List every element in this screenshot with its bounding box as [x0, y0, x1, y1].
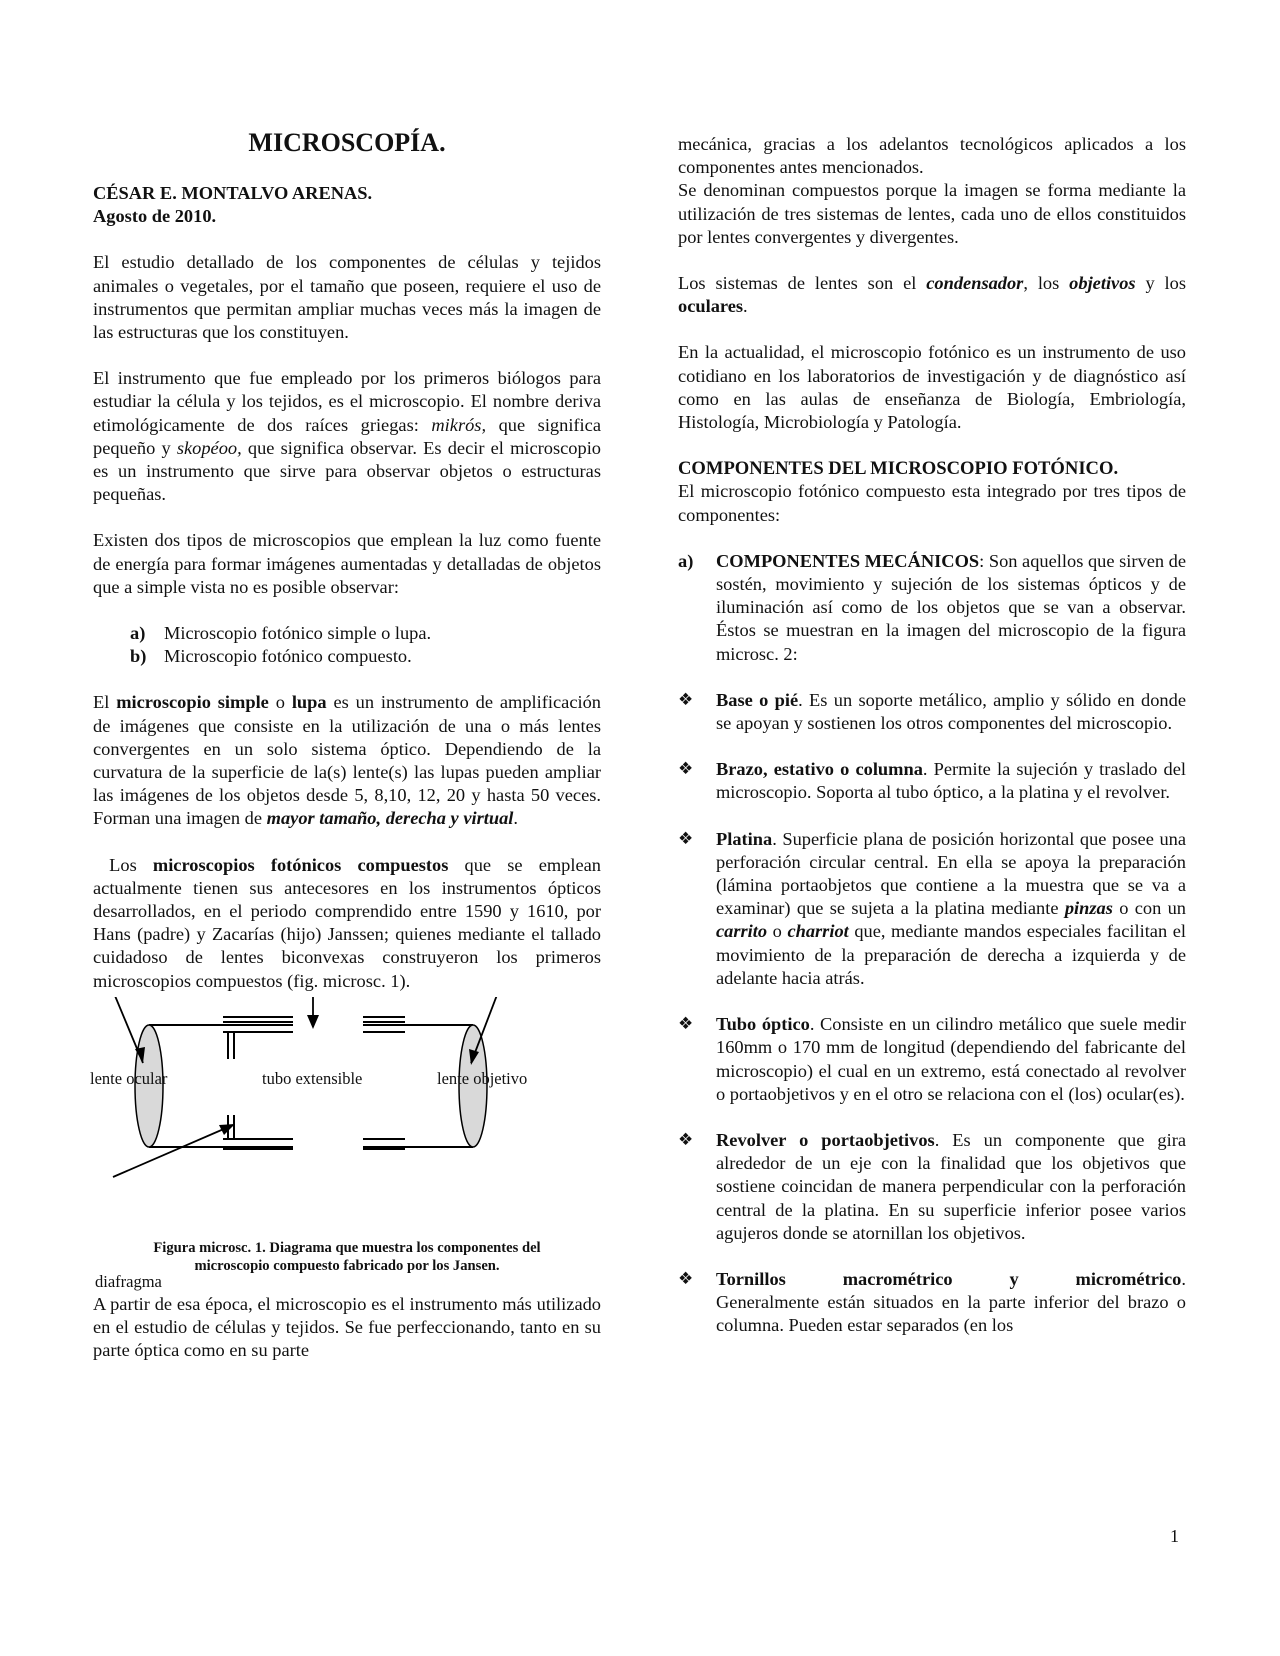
microscope-diagram — [93, 997, 601, 1239]
list-item: ❖ Tornillos macrométrico y micrométrico. Generalmente están situados en la parte inferior del brazo o columna. Pueden estar separados (en los — [678, 1268, 1186, 1336]
label-ocular: lente ocular — [90, 1069, 168, 1088]
diamond-bullet-icon: ❖ — [678, 828, 694, 849]
list-item: a) Microscopio fotónico simple o lupa. — [130, 623, 432, 644]
list-item: ❖ Brazo, estativo o columna. Permite la sujeción y traslado del microscopio. Soporta al tubo óptico, a la platina y el revolver. — [678, 759, 1186, 803]
page-number: 1 — [1170, 1526, 1179, 1546]
diamond-bullet-icon: ❖ — [678, 689, 694, 710]
paragraph-compound-microscope: Los microscopios fotónicos compuestos que se emplean actualmente tienen sus antecesores en los instrumentos ópticos desarrollados, en el periodo comprendido entre 1590 y 1610, por Hans (padre) y Zacarías (hijo) Janssen; quienes mediante el tallado cuidadoso de lentes biconvexas construyeron los primeros microscopios compuestos (fig. microsc. 1). — [93, 854, 601, 991]
paragraph-continuation: mecánica, gracias a los adelantos tecnológicos aplicados a los componentes antes mencionados. — [678, 134, 1186, 178]
page-title: MICROSCOPÍA. — [248, 128, 446, 157]
list-item: ❖ Platina. Superficie plana de posición horizontal que posee una perforación circular central. En ella se apoya la preparación (lámina portaobjetos que contiene a la muestra que se va a examinar) que se sujeta a la platina mediante pinzas o con un carrito o charriot que, mediante mandos especiales facilitan el movimiento de la preparación de derecha a izquierda y de adelante hacia atrás. — [678, 828, 1186, 988]
paragraph-evolution: A partir de esa época, el microscopio es el instrumento más utilizado en el estudio de células y tejidos. Se fue perfeccionando, tanto en su parte óptica como en su parte — [93, 1293, 601, 1361]
paragraph-compound-definition: Se denominan compuestos porque la imagen se forma mediante la utilización de tres sistemas de lentes, cada uno de ellos constituidos por lentes convergentes y divergentes. — [678, 180, 1186, 247]
list-item: a) COMPONENTES MECÁNICOS: Son aquellos que sirven de sostén, movimiento y sujeción de los sistemas ópticos y de iluminación así como de los objetos que se van a observar. Éstos se muestran en la imagen del microscopio de la figura microsc. 2: — [678, 550, 1187, 664]
figure-caption: Figura microsc. 1. Diagrama que muestra los componentes del microscopio compuesto fabricado por los Jansen. — [153, 1239, 541, 1274]
paragraph-etymology: El instrumento que fue empleado por los primeros biólogos para estudiar la célula y los tejidos, es el microscopio. El nombre deriva etimológicamente de dos raíces griegas: mikrós, que significa pequeño y skopéoo, que significa observar. Es decir el microscopio es un instrumento que sirve para observar objetos o estructuras pequeñas. — [93, 368, 601, 505]
diamond-bullet-icon: ❖ — [678, 1268, 694, 1289]
right-column — [678, 133, 1186, 1338]
paragraph-lens-systems: Los sistemas de lentes son el condensador, los objetivos y los oculares. — [678, 273, 1186, 317]
section-heading: COMPONENTES DEL MICROSCOPIO FOTÓNICO. — [678, 458, 1119, 480]
paragraph-current-use: En la actualidad, el microscopio fotónico es un instrumento de uso cotidiano en los laboratorios de investigación y de diagnóstico así como en las aulas de enseñanza de Biología, Embriología, Histología, Microbiología y Patología. — [678, 342, 1186, 433]
list-item: b) Microscopio fotónico compuesto. — [130, 646, 412, 667]
label-diafragma: diafragma — [95, 1272, 162, 1291]
paragraph-component-types: El microscopio fotónico compuesto esta integrado por tres tipos de componentes: — [678, 481, 1186, 525]
date: Agosto de 2010. — [93, 206, 217, 227]
label-objetivo: lente objetivo — [437, 1069, 528, 1088]
paragraph-simple-microscope: El microscopio simple o lupa es un instrumento de amplificación de imágenes que consiste en la utilización de una o más lentes convergentes en un solo sistema óptico. Dependiendo de la curvatura de la superficie de la(s) lente(s) las lupas pueden ampliar las imágenes de los objetos desde 5, 8,10, 12, 20 y hasta 50 veces. Forman una imagen de mayor tamaño, derecha y virtual. — [93, 692, 601, 829]
diamond-bullet-icon: ❖ — [678, 759, 694, 780]
list-item: ❖ Tubo óptico. Consiste en un cilindro metálico que suele medir 160mm o 170 mm de longitud (dependiendo del fabricante del microscopio) el cual en un extremo, está conectado al revolver o portaobjetivos y en el otro se relaciona con el (los) ocular(es). — [678, 1014, 1186, 1104]
list-item: ❖ Revolver o portaobjetivos. Es un componente que gira alrededor de un eje con la finalidad que los objetivos que sostiene coincidan de manera perpendicular con la perforación central de la platina. En su superficie inferior posee varios agujeros donde se atornillan los objetivos. — [678, 1129, 1186, 1243]
list-item: ❖ Base o pié. Es un soporte metálico, amplio y sólido en donde se apoyan y sostienen los otros componentes del microscopio. — [678, 689, 1186, 734]
left-column — [93, 128, 601, 1363]
diamond-bullet-icon: ❖ — [678, 1129, 694, 1150]
label-tubo: tubo extensible — [262, 1069, 363, 1088]
figure-jansen-diagram — [93, 997, 601, 1239]
author: CÉSAR E. MONTALVO ARENAS. — [93, 183, 373, 203]
diamond-bullet-icon: ❖ — [678, 1014, 694, 1035]
paragraph-intro: El estudio detallado de los componentes de células y tejidos animales o vegetales, por el tamaño que poseen, requiere el uso de instrumentos que permitan ampliar muchas veces más la imagen de las estructuras que los constituyen. — [93, 252, 601, 343]
paragraph-types: Existen dos tipos de microscopios que emplean la luz como fuente de energía para formar imágenes aumentadas y detalladas de objetos que a simple vista no es posible observar: — [93, 530, 601, 597]
